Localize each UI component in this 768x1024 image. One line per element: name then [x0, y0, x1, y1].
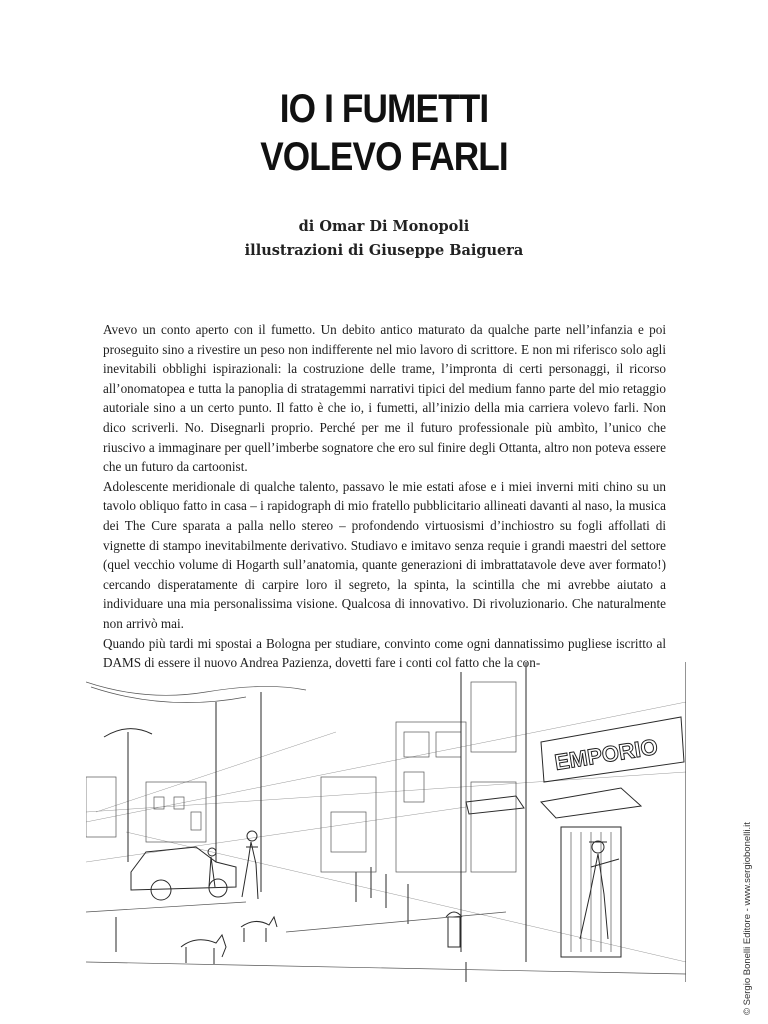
man-with-hat	[580, 841, 619, 939]
paragraph: Adolescente meridionale di qualche talento, passavo le mie estati afose e i miei inverni miti chino su un tavolo obliquo fatto in casa – i rapidograph di mio fratello pubblicitario allineati davanti al naso, la musica dei The Cure sparata a palla nello stereo – profondendo virtuosismi d’inchiostro su fogli affollati di vignette di stampo inevitabilmente derivativo. Studiavo e imitavo senza requie i grandi maestri del settore (quel vecchio volume di Hogarth sull’anatomia, quante generazioni di imbrattatavole deve aver formato!) cercando disperatamente di carpire loro il segreto, la spinta, la scintilla che mi avrebbe aiutato a individuare una mia personalissima visione. Qualcosa di innovativo. Di rivoluzionario. Che naturalmente non arrivò mai.	[103, 478, 666, 631]
paragraph: Quando più tardi mi spostai a Bologna per studiare, convinto come ogni dannatissimo pugliese iscritto al DAMS di essere il nuovo Andrea Pazienza, dovetti fare i conti col fatto che la con-	[103, 635, 666, 671]
byline	[0, 215, 768, 263]
title-line-1: IO I FUMETTI	[279, 87, 489, 131]
article-title	[46, 85, 722, 181]
stray-dogs	[181, 917, 277, 964]
illustrator-credit: illustrazioni di Giuseppe Baiguera	[244, 242, 524, 259]
street-sketch-illustration	[86, 662, 686, 982]
article-body	[103, 320, 666, 673]
bollards	[116, 867, 466, 982]
middle-buildings	[321, 722, 466, 872]
paragraph: Avevo un conto aperto con il fumetto. Un debito antico maturato da qualche parte nell’infanzia e poi proseguito sino a rivestire un peso non indifferente nel mio lavoro di scrittore. E non mi riferisco solo agli inevitabili obblighi ispirazionali: la costruzione delle trame, l’impronta di certi personaggi, il ricorso all’onomatopea e tutta la panoplia di stratagemmi narrativi tipici del medium fanno parte del mio retaggio autoriale sino a un certo punto. Il fatto è che io, i fumetti, all’inizio della mia carriera volevo farli. Non dico scriverli. No. Disegnarli proprio. Perché per me il futuro professionale più ambìto, l’unico che riuscivo a immaginare per quell’imberbe sognatore che ero sul finire degli Ottanta, altro non poteva essere che un futuro da cartoonist.	[103, 322, 666, 475]
shop-sign-text: EMPORIO	[552, 733, 660, 775]
title-line-2: VOLEVO FARLI	[260, 135, 508, 179]
street-lamp	[104, 729, 152, 862]
parked-car	[131, 847, 236, 900]
copyright-credit: © Sergio Bonelli Editore - www.sergiobonelli.it	[742, 822, 753, 1015]
street-ground	[86, 902, 686, 974]
overhead-wire	[86, 682, 306, 695]
right-building	[461, 662, 686, 982]
author-credit: di Omar Di Monopoli	[298, 218, 470, 235]
